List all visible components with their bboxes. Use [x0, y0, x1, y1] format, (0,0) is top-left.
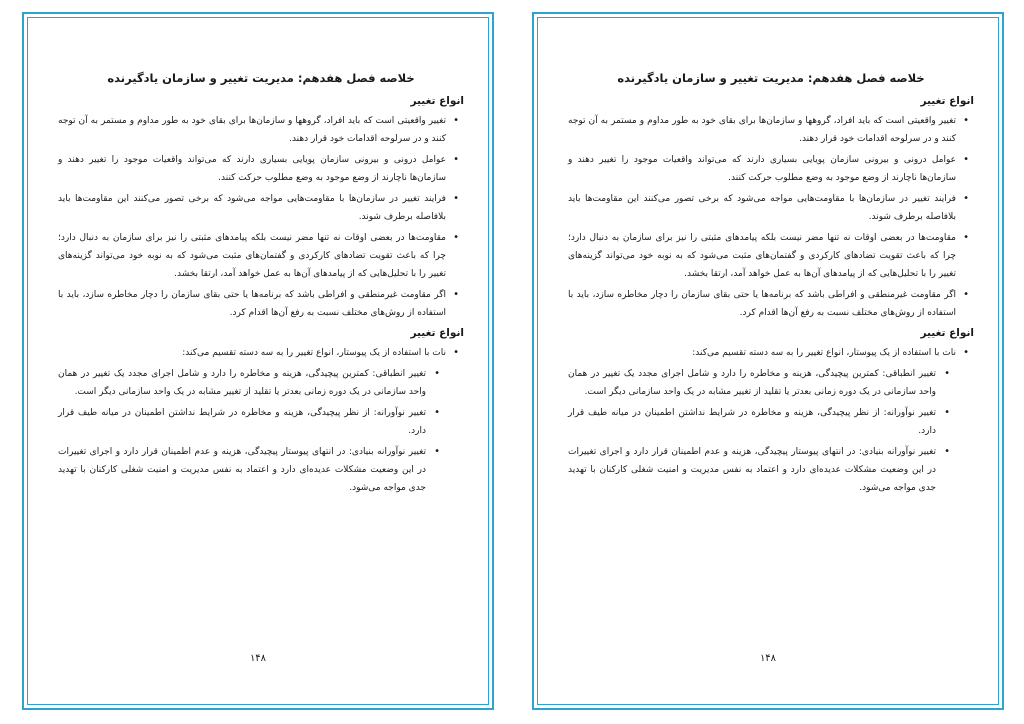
sub-bullet-list	[58, 365, 464, 497]
list-item: • مقاومت‌ها در بعضی اوقات نه تنها مضر نیست بلکه پیامدهای مثبتی را نیز برای سازمان به دنبال دارد؛ چرا که باعث تقویت تضادهای کارکردی و گفتمان‌های مثبت می‌شود که به نوبه خود می‌تواند گزینه‌های تغییر را با تحلیل‌هایی که از پیامدهای آن‌ها به عمل خواهد آمد، ارتقا بخشد.	[58, 229, 446, 283]
page-number: ۱۴۸	[759, 653, 777, 664]
bullet-list	[568, 112, 974, 322]
section-heading: انواع تغییر	[410, 327, 464, 339]
page-number: ۱۴۸	[249, 653, 267, 664]
bullet-list	[58, 112, 464, 322]
list-item: • تغییر نوآورانه بنیادی: در انتهای پیوستار پیچیدگی، هزینه و عدم اطمینان قرار دارد و اجرای تغییرات در این وضعیت مشکلات عدیده‌ای دارد و اعتماد به نفس مدیریت و امنیت شغلی کارکنان با تهدید جدی مواجه می‌شود.	[58, 443, 426, 497]
section-heading: انواع تغییر	[920, 327, 974, 339]
page-content	[58, 70, 464, 500]
sub-bullet-list	[568, 365, 974, 497]
list-item: • تغییر نوآورانه: از نظر پیچیدگی، هزینه و مخاطره در شرایط نداشتن اطمینان در میانه طیف قرار دارد.	[568, 404, 936, 440]
chapter-summary-title: خلاصه فصل هفدهم: مدیریت تغییر و سازمان یادگیرنده	[107, 71, 415, 85]
list-item: • فرایند تغییر در سازمان‌ها با مقاومت‌هایی مواجه می‌شود که برخی تصور می‌کنند این مقاومت‌ها باید بلافاصله برطرف شوند.	[58, 190, 446, 226]
page-right	[532, 12, 1004, 710]
list-item: • تغییر واقعیتی است که باید افراد، گروهها و سازمان‌ها برای بقای خود به طور مداوم و مستمر به آن توجه کنند و در سرلوحه اقدامات خود قرار دهند.	[58, 112, 446, 148]
list-item: • تغییر نوآورانه بنیادی: در انتهای پیوستار پیچیدگی، هزینه و عدم اطمینان قرار دارد و اجرای تغییرات در این وضعیت مشکلات عدیده‌ای دارد و اعتماد به نفس مدیریت و امنیت شغلی کارکنان با تهدید جدی مواجه می‌شود.	[568, 443, 936, 497]
list-item: • فرایند تغییر در سازمان‌ها با مقاومت‌هایی مواجه می‌شود که برخی تصور می‌کنند این مقاومت‌ها باید بلافاصله برطرف شوند.	[568, 190, 956, 226]
list-item: • تغییر انطباقی: کمترین پیچیدگی، هزینه و مخاطره را دارد و شامل اجرای مجدد یک تغییر در همان واحد سازمانی در یک دوره زمانی بعدتر یا تقلید از تغییر مشابه در یک واحد سازمانی دیگر است.	[568, 365, 936, 401]
list-item: • نات با استفاده از یک پیوستار، انواع تغییر را به سه دسته تقسیم می‌کند:	[58, 344, 446, 362]
list-item: • عوامل درونی و بیرونی سازمان پویایی بسیاری دارند که می‌تواند واقعیات موجود را تغییر دهند و سازمان‌ها ناچارند از وضع موجود به وضع مطلوب حرکت کنند.	[58, 151, 446, 187]
page-content	[568, 70, 974, 500]
bullet-list	[568, 344, 974, 362]
list-item: • اگر مقاومت غیرمنطقی و افراطی باشد که برنامه‌ها یا حتی بقای سازمان را دچار مخاطره سازد، باید با استفاده از روش‌های مختلف نسبت به رفع آن‌ها اقدام کرد.	[568, 286, 956, 322]
list-item: • تغییر نوآورانه: از نظر پیچیدگی، هزینه و مخاطره در شرایط نداشتن اطمینان در میانه طیف قرار دارد.	[58, 404, 426, 440]
list-item: • نات با استفاده از یک پیوستار، انواع تغییر را به سه دسته تقسیم می‌کند:	[568, 344, 956, 362]
section-heading: انواع تغییر	[410, 95, 464, 107]
page-left	[22, 12, 494, 710]
list-item: • عوامل درونی و بیرونی سازمان پویایی بسیاری دارند که می‌تواند واقعیات موجود را تغییر دهند و سازمان‌ها ناچارند از وضع موجود به وضع مطلوب حرکت کنند.	[568, 151, 956, 187]
list-item: • اگر مقاومت غیرمنطقی و افراطی باشد که برنامه‌ها یا حتی بقای سازمان را دچار مخاطره سازد، باید با استفاده از روش‌های مختلف نسبت به رفع آن‌ها اقدام کرد.	[58, 286, 446, 322]
list-item: • تغییر واقعیتی است که باید افراد، گروهها و سازمان‌ها برای بقای خود به طور مداوم و مستمر به آن توجه کنند و در سرلوحه اقدامات خود قرار دهند.	[568, 112, 956, 148]
chapter-summary-title: خلاصه فصل هفدهم: مدیریت تغییر و سازمان یادگیرنده	[617, 71, 925, 85]
list-item: • تغییر انطباقی: کمترین پیچیدگی، هزینه و مخاطره را دارد و شامل اجرای مجدد یک تغییر در همان واحد سازمانی در یک دوره زمانی بعدتر یا تقلید از تغییر مشابه در یک واحد سازمانی دیگر است.	[58, 365, 426, 401]
section-heading: انواع تغییر	[920, 95, 974, 107]
bullet-list	[58, 344, 464, 362]
list-item: • مقاومت‌ها در بعضی اوقات نه تنها مضر نیست بلکه پیامدهای مثبتی را نیز برای سازمان به دنبال دارد؛ چرا که باعث تقویت تضادهای کارکردی و گفتمان‌های مثبت می‌شود که به نوبه خود می‌تواند گزینه‌های تغییر را با تحلیل‌هایی که از پیامدهای آن‌ها به عمل خواهد آمد، ارتقا بخشد.	[568, 229, 956, 283]
